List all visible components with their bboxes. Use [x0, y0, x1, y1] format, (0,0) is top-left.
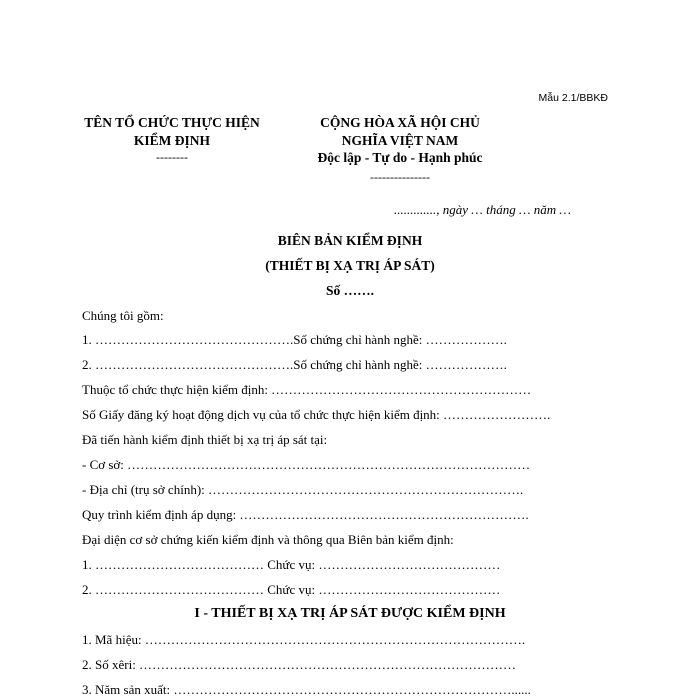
date-line: ............., ngày … tháng … năm … — [394, 202, 571, 217]
section-1-item-1: 1. Mã hiệu: ……………………………………………………………………………. — [82, 632, 526, 647]
member-line-1: 1. ……………………………………….Số chứng chỉ hành nghề: ………………. — [82, 332, 507, 347]
address-line: - Địa chỉ (trụ sở chính): ………………………………………………………………. — [82, 482, 524, 497]
organization-name: TÊN TỔ CHỨC THỰC HIỆN KIỂM ĐỊNH — [84, 115, 260, 148]
section-1-item-3: 3. Năm sản xuất: ……………………………………………………………………...... — [82, 682, 531, 697]
document-title: BIÊN BẢN KIỂM ĐỊNH — [277, 233, 423, 248]
organization-line: Thuộc tổ chức thực hiện kiểm định: …………………………………………………… — [82, 382, 532, 397]
org-divider: -------- — [156, 150, 188, 164]
procedure-line: Quy trình kiểm định áp dụng: …………………………………………………………. — [82, 507, 529, 522]
members-intro: Chúng tôi gồm: — [82, 308, 164, 323]
national-title: CỘNG HÒA XÃ HỘI CHỦ NGHĨA VIỆT NAM — [320, 115, 480, 148]
form-code: Mẫu 2.1/BBKĐ — [538, 92, 608, 104]
witness-line-1: 1. ………………………………… Chức vụ: …………………………………… — [82, 557, 501, 572]
inspection-location-intro: Đã tiến hành kiểm định thiết bị xạ trị áp sát tại: — [82, 432, 328, 447]
member-line-2: 2. ……………………………………….Số chứng chỉ hành nghề: ………………. — [82, 357, 507, 372]
section-1-item-2: 2. Số xêri: …………………………………………………………………………… — [82, 657, 517, 672]
section-1-heading: I - THIẾT BỊ XẠ TRỊ ÁP SÁT ĐƯỢC KIỂM ĐỊNH — [194, 606, 506, 621]
document-subtitle: (THIẾT BỊ XẠ TRỊ ÁP SÁT) — [265, 258, 435, 273]
license-line: Số Giấy đăng ký hoạt động dịch vụ của tổ chức thực hiện kiểm định: ……………………. — [82, 407, 551, 422]
witness-intro: Đại diện cơ sở chứng kiến kiểm định và thông qua Biên bản kiểm định: — [82, 532, 454, 547]
national-motto: Độc lập - Tự do - Hạnh phúc — [317, 150, 483, 165]
witness-line-2: 2. ………………………………… Chức vụ: …………………………………… — [82, 582, 501, 597]
motto-divider: --------------- — [370, 170, 430, 184]
document-number: Số ……. — [325, 283, 374, 298]
facility-line: - Cơ sở: ………………………………………………………………………………… — [82, 457, 531, 472]
